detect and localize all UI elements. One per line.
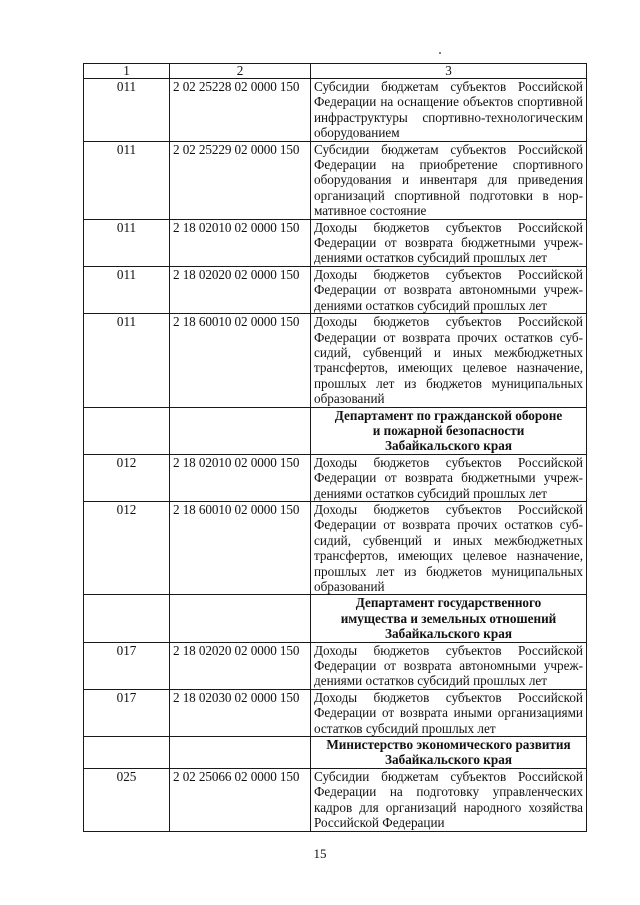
header-cell-1: 1	[84, 64, 170, 79]
revenue-classification-code: 2 18 60010 02 0000 150	[170, 501, 311, 594]
table-header-row	[84, 64, 587, 79]
table-row	[84, 768, 587, 831]
revenue-classification-code: 2 18 02010 02 0000 150	[170, 219, 311, 266]
revenue-name: Доходы бюджетов субъектов Российской Федерации от возврата автономными учреждениями остатков субсидий прошлых лет	[311, 266, 587, 313]
revenue-name: Субсидии бюджетам субъектов Российской Федерации на подготовку управленческих кадров для организаций народного хозяйства Российской Федерации	[311, 768, 587, 831]
revenue-classification-code: 2 18 02010 02 0000 150	[170, 454, 311, 501]
table-row	[84, 219, 587, 266]
empty-cell	[84, 737, 170, 769]
scan-speck	[439, 52, 441, 54]
revenue-classification-code: 2 02 25229 02 0000 150	[170, 141, 311, 219]
revenue-name: Доходы бюджетов субъектов Российской Федерации от возврата прочих остатков субсидий, субвенций и иных межбюджетных трансфертов, имеющих целевое назначение, прошлых лет из бюджетов муниципальных образований	[311, 314, 587, 407]
table-row	[84, 314, 587, 407]
table-row	[84, 642, 587, 689]
header-cell-2: 2	[170, 64, 311, 79]
revenue-name: Доходы бюджетов субъектов Российской Федерации от возврата иными организациями остатков субсидий прошлых лет	[311, 689, 587, 736]
revenue-classification-code: 2 18 02020 02 0000 150	[170, 642, 311, 689]
empty-cell	[84, 407, 170, 454]
header-cell-3: 3	[311, 64, 587, 79]
administrator-code: 011	[84, 219, 170, 266]
table-row	[84, 689, 587, 736]
empty-cell	[170, 737, 311, 769]
revenue-classification-code: 2 02 25228 02 0000 150	[170, 79, 311, 142]
table-row	[84, 141, 587, 219]
department-heading-row	[84, 407, 587, 454]
budget-classification-table	[83, 63, 587, 832]
empty-cell	[170, 407, 311, 454]
empty-cell	[84, 595, 170, 642]
revenue-name: Доходы бюджетов субъектов Российской Федерации от возврата прочих остатков субсидий, субвенций и иных межбюджетных трансфертов, имеющих целевое назначение, прошлых лет из бюджетов муниципальных образований	[311, 501, 587, 594]
empty-cell	[170, 595, 311, 642]
revenue-name: Доходы бюджетов субъектов Российской Федерации от возврата бюджетными учреждениями остатков субсидий прошлых лет	[311, 454, 587, 501]
administrator-code: 012	[84, 501, 170, 594]
revenue-classification-code: 2 18 02030 02 0000 150	[170, 689, 311, 736]
revenue-name: Доходы бюджетов субъектов Российской Федерации от возврата автономными учреждениями остатков субсидий прошлых лет	[311, 642, 587, 689]
revenue-name: Субсидии бюджетам субъектов Российской Федерации на оснащение объектов спортивной инфраструктуры спортивно-технологическим оборудованием	[311, 79, 587, 142]
table-row	[84, 79, 587, 142]
revenue-classification-code: 2 18 60010 02 0000 150	[170, 314, 311, 407]
administrator-code: 017	[84, 642, 170, 689]
revenue-name: Доходы бюджетов субъектов Российской Федерации от возврата бюджетными учреждениями остатков субсидий прошлых лет	[311, 219, 587, 266]
department-name: Департамент по гражданской обороне и пожарной безопасности Забайкальского края	[311, 407, 587, 454]
administrator-code: 012	[84, 454, 170, 501]
department-name: Департамент государственного имущества и земельных отношений Забайкальского края	[311, 595, 587, 642]
administrator-code: 011	[84, 141, 170, 219]
department-name: Министерство экономического развития Забайкальского края	[311, 737, 587, 769]
page-number: 15	[313, 846, 327, 861]
administrator-code: 017	[84, 689, 170, 736]
administrator-code: 011	[84, 266, 170, 313]
administrator-code: 011	[84, 79, 170, 142]
table-row	[84, 266, 587, 313]
administrator-code: 025	[84, 768, 170, 831]
revenue-classification-code: 2 18 02020 02 0000 150	[170, 266, 311, 313]
revenue-classification-code: 2 02 25066 02 0000 150	[170, 768, 311, 831]
administrator-code: 011	[84, 314, 170, 407]
table-row	[84, 454, 587, 501]
department-heading-row	[84, 595, 587, 642]
department-heading-row	[84, 737, 587, 769]
table-row	[84, 501, 587, 594]
revenue-name: Субсидии бюджетам субъектов Российской Федерации на приобретение спортивного оборудования и инвентаря для приведения организаций спортивной подготовки в нормативное состояние	[311, 141, 587, 219]
